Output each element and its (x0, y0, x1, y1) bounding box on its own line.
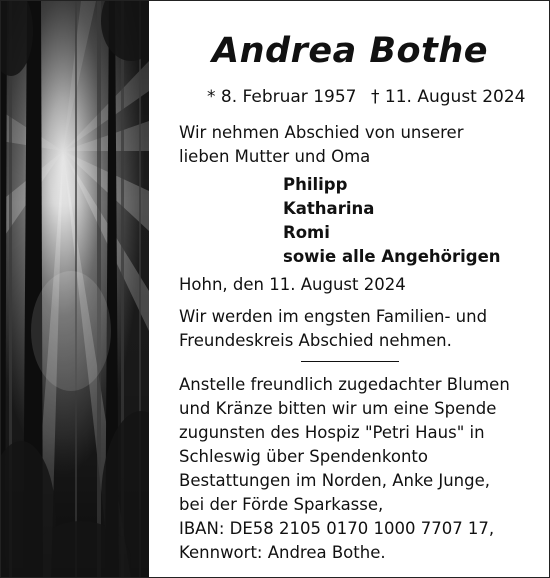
farewell-intro: Wir nehmen Abschied von unserer lieben Mutter und Oma (179, 123, 464, 166)
divider-line (301, 361, 399, 362)
place-date: Hohn, den 11. August 2024 (179, 275, 406, 294)
signers-list (283, 173, 501, 269)
forest-sunrays-photo (1, 1, 149, 578)
signer-name: sowie alle Angehörigen (283, 247, 501, 266)
notice-text-panel (149, 1, 550, 578)
signer-name: Philipp (283, 175, 348, 194)
signer-name: Romi (283, 223, 330, 242)
death-date: † 11. August 2024 (371, 87, 526, 107)
signer-name: Katharina (283, 199, 375, 218)
deceased-name: Andrea Bothe (212, 31, 488, 71)
funeral-note: Wir werden im engsten Familien- und Freundeskreis Abschied nehmen. (179, 307, 488, 350)
birth-date: * 8. Februar 1957 (207, 87, 357, 107)
donation-request: Anstelle freundlich zugedachter Blumen und Kränze bitten wir um eine Spende zugunsten des Hospiz "Petri Haus" in Schleswig über Spendenkonto Bestattungen im Norden, Anke Junge, bei der Förde Sparkasse, IBAN: DE58 2105 0170 1000 7707 17, Kennwort: Andrea Bothe. (179, 375, 510, 562)
